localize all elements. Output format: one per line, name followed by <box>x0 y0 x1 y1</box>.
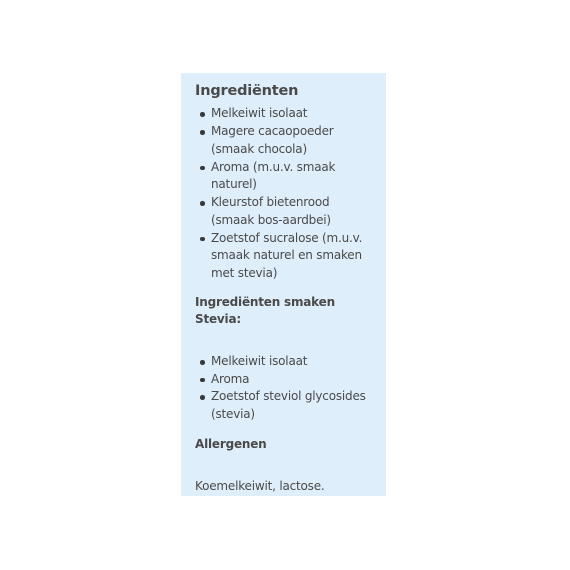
ingredients-list <box>195 105 376 282</box>
ingredients-heading: Ingrediënten <box>195 83 299 99</box>
list-item-text: Melkeiwit isolaat <box>211 106 308 120</box>
list-item <box>195 388 376 423</box>
allergens-text: Koemelkeiwit, lactose. <box>195 479 325 493</box>
list-item <box>195 105 376 123</box>
stevia-ingredients-list <box>195 353 376 423</box>
list-item <box>195 123 376 158</box>
list-item-text: Aroma (m.u.v. smaak naturel) <box>211 159 336 191</box>
bullet-icon <box>200 201 205 206</box>
bullet-icon <box>200 130 205 135</box>
bullet-icon <box>200 360 205 365</box>
list-item-text: Aroma <box>211 371 250 386</box>
bullet-icon <box>200 378 205 383</box>
list-item-text: Kleurstof bietenrood (smaak bos-aardbei) <box>211 195 331 227</box>
list-item <box>195 353 376 371</box>
bullet-icon <box>200 237 205 242</box>
list-item-text: Zoetstof sucralose (m.u.v. smaak naturel en smaken met stevia) <box>211 230 363 280</box>
list-item <box>195 194 376 229</box>
bullet-icon <box>200 112 205 117</box>
list-item-text: Zoetstof steviol glycosides (stevia) <box>211 389 366 421</box>
stevia-heading: Ingrediënten smaken Stevia: <box>195 295 335 326</box>
bullet-icon <box>200 395 205 400</box>
list-item <box>195 159 376 194</box>
allergens-heading: Allergenen <box>195 437 267 451</box>
bullet-icon <box>200 166 205 171</box>
list-item <box>195 230 376 283</box>
list-item-text: Melkeiwit isolaat <box>211 354 308 368</box>
ingredients-panel <box>181 73 386 496</box>
list-item-text: Magere cacaopoeder (smaak chocola) <box>211 124 334 156</box>
list-item <box>195 371 376 389</box>
